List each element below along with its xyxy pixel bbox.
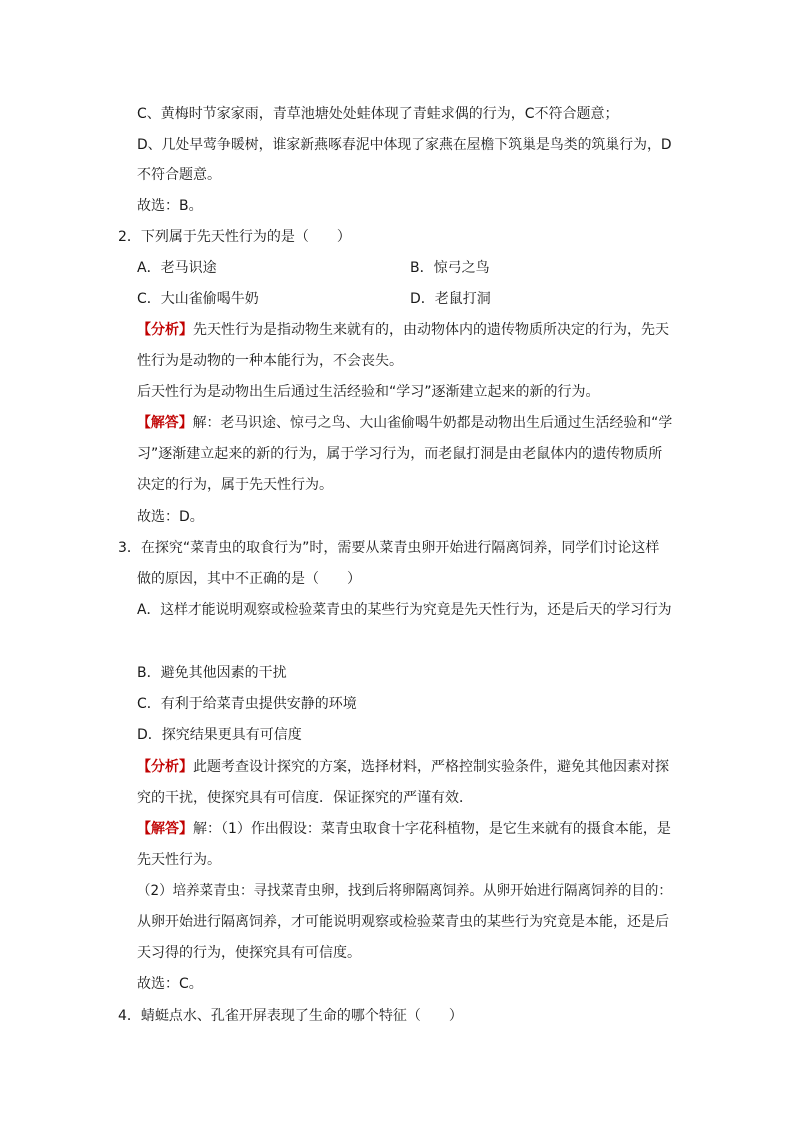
q3-analysis-line1 — [137, 757, 669, 777]
option-d-explanation-line2: 不符合题意。 — [137, 167, 221, 183]
q3-option-a: A．这样才能说明观察或检验菜青虫的某些行为究竟是先天性行为，还是后天的学习行为 — [137, 602, 672, 618]
answer-q1: 故选：B。 — [137, 198, 203, 214]
analysis-label: 【分析】 — [137, 759, 193, 775]
solution-label: 【解答】 — [137, 415, 193, 431]
q3-solution-text: 解：（1）作出假设：菜青虫取食十字花科植物，是它生来就有的摄食本能，是 — [193, 821, 671, 837]
q2-solution-line1 — [137, 413, 672, 433]
q2-analysis-line1 — [137, 320, 669, 340]
q2-option-d: D．老鼠打洞 — [410, 291, 491, 307]
q2-option-b: B．惊弓之鸟 — [410, 260, 490, 276]
q3-analysis-line2: 究的干扰，使探究具有可信度．保证探究的严谨有效． — [137, 790, 473, 806]
answer-q3: 故选：C。 — [137, 976, 203, 992]
option-c-explanation: C、黄梅时节家家雨，青草池塘处处蛙体现了青蛙求偶的行为，C不符合题意； — [137, 106, 619, 122]
q3-analysis-text: 此题考查设计探究的方案，选择材料，严格控制实验条件，避免其他因素对探 — [193, 759, 669, 775]
q2-option-c: C．大山雀偷喝牛奶 — [137, 291, 259, 307]
q3-solution-line1 — [137, 819, 671, 839]
question-3-stem-line2: 做的原因，其中不正确的是（ ） — [137, 571, 361, 587]
q3-solution-line2: 先天性行为。 — [137, 852, 221, 868]
analysis-label: 【分析】 — [137, 322, 193, 338]
answer-q2: 故选：D。 — [137, 509, 204, 525]
q2-solution-line3: 决定的行为，属于先天性行为。 — [137, 477, 333, 493]
q2-analysis-text: 先天性行为是指动物生来就有的，由动物体内的遗传物质所决定的行为，先天 — [193, 322, 669, 338]
q2-solution-text: 解：老马识途、惊弓之鸟、大山雀偷喝牛奶都是动物出生后通过生活经验和“学 — [192, 415, 673, 431]
q2-option-a: A．老马识途 — [137, 260, 217, 276]
question-2-stem: 2．下列属于先天性行为的是（ ） — [118, 229, 351, 245]
q3-solution-line3: （2）培养菜青虫：寻找菜青虫卵，找到后将卵隔离饲养。从卵开始进行隔离饲养的目的： — [137, 883, 672, 899]
q3-solution-line4: 从卵开始进行隔离饲养，才可能说明观察或检验菜青虫的某些行为究竟是本能，还是后 — [137, 914, 669, 930]
question-4-stem: 4．蜻蜓点水、孔雀开屏表现了生命的哪个特征（ ） — [118, 1008, 463, 1024]
q3-solution-line5: 天习得的行为，使探究具有可信度。 — [137, 945, 361, 961]
q2-solution-line2: 习”逐渐建立起来的新的行为，属于学习行为，而老鼠打洞是由老鼠体内的遗传物质所 — [137, 446, 663, 462]
question-3-stem-line1: 3．在探究“菜青虫的取食行为”时，需要从菜青虫卵开始进行隔离饲养，同学们讨论这样 — [118, 540, 660, 556]
solution-label: 【解答】 — [137, 821, 193, 837]
option-d-explanation-line1: D、几处早莺争暖树，谁家新燕啄春泥中体现了家燕在屋檐下筑巢是鸟类的筑巢行为，D — [137, 137, 672, 153]
q2-analysis-line3: 后天性行为是动物出生后通过生活经验和“学习”逐渐建立起来的新的行为。 — [137, 384, 600, 400]
q3-option-c: C．有利于给菜青虫提供安静的环境 — [137, 696, 357, 712]
q3-option-b: B．避免其他因素的干扰 — [137, 665, 287, 681]
q2-analysis-line2: 性行为是动物的一种本能行为，不会丧失。 — [137, 353, 403, 369]
q3-option-d: D．探究结果更具有可信度 — [137, 727, 302, 743]
